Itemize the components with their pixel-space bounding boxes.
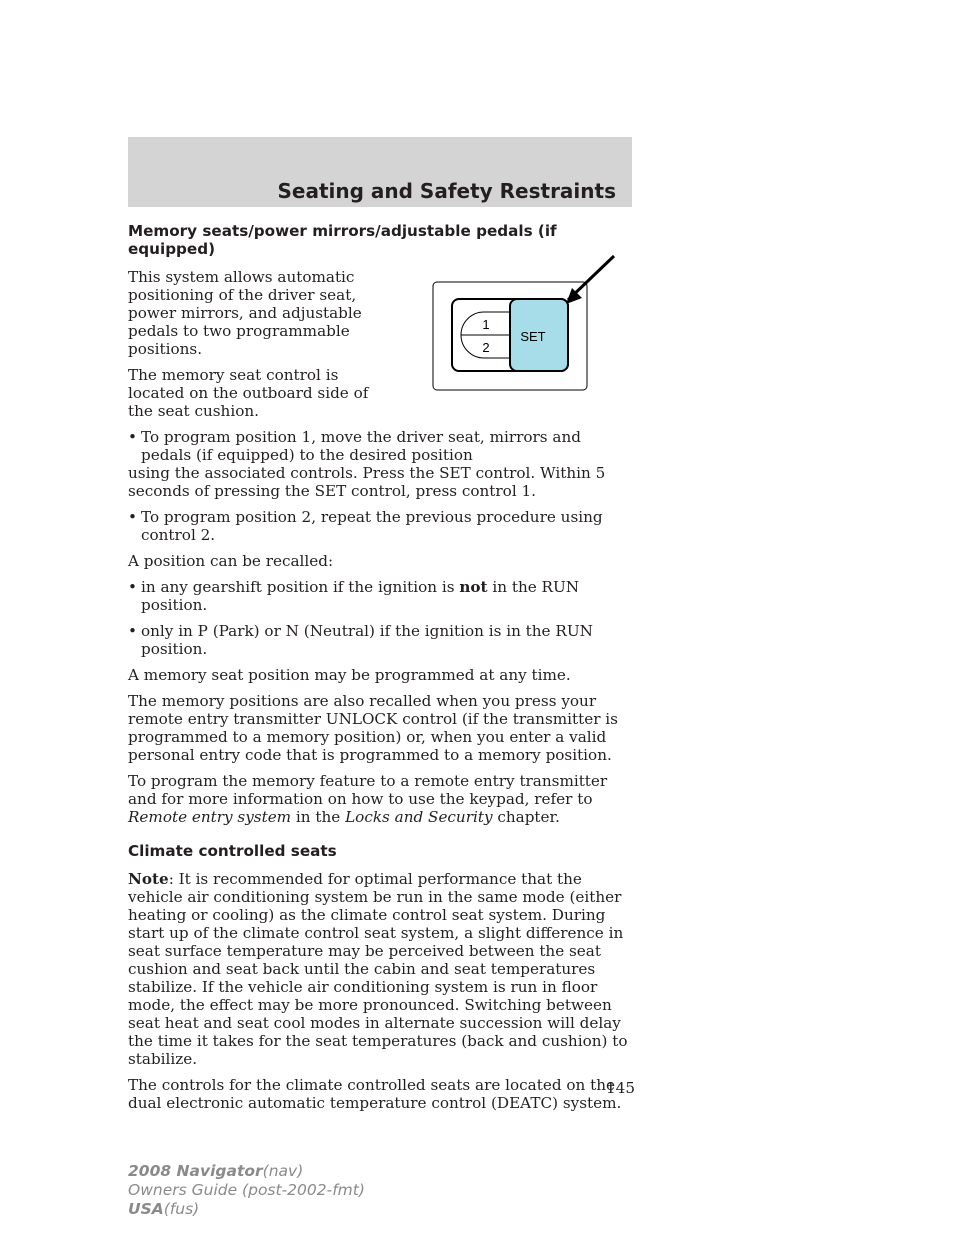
- memory-intro: This system allows automatic positioning of the driver seat, power mirrors, and adjustable pedals to two programmable positions.: [128, 268, 362, 358]
- footer-line-2: Owners Guide (post-2002-fmt): [128, 1181, 365, 1199]
- footer-line-1: [128, 1162, 365, 1181]
- note-label: Note: [128, 870, 169, 888]
- set-button-label[interactable]: SET: [520, 329, 546, 344]
- header-band: [128, 137, 632, 207]
- recall-intro: A position can be recalled:: [128, 552, 334, 570]
- memory-heading: Memory seats/power mirrors/adjustable pedals (if equipped): [128, 222, 557, 258]
- program-text-c: chapter.: [492, 808, 560, 826]
- climate-heading: Climate controlled seats: [128, 842, 337, 860]
- remote-entry-link: Remote entry system: [128, 808, 292, 826]
- bullet-icon: •: [128, 428, 137, 446]
- bullet-icon: •: [128, 578, 137, 596]
- footer-line-3: [128, 1200, 365, 1219]
- climate-controls: The controls for the climate controlled seats are located on the dual electronic automatic temperature control (DEATC) system.: [128, 1076, 622, 1112]
- locks-security-link: Locks and Security: [345, 808, 493, 826]
- bullet-text: To program position 2, repeat the previous procedure using control 2.: [141, 508, 603, 544]
- footer-model: 2008 Navigator: [128, 1162, 263, 1180]
- program-text-a: To program the memory feature to a remote entry transmitter and for more information on how to use the keypad, refer to: [128, 772, 608, 808]
- recall1-text-b: in the RUN position.: [141, 578, 580, 614]
- section-title: Seating and Safety Restraints: [277, 179, 616, 203]
- list-item: [128, 578, 633, 614]
- note-text: : It is recommended for optimal performance that the vehicle air conditioning system be run in the same mode (either heating or cooling) as the climate control seat system. During start up of the climate control seat system, a slight difference in seat surface temperature may be perceived between the seat cushion and seat back until the cabin and seat temperatures stabilize. If the vehicle air conditioning system is run in floor mode, the effect may be more pronounced. Switching between seat heat and seat cool modes in alternate succession will delay the time it takes for the seat temperatures (back and cushion) to stabilize.: [128, 870, 628, 1068]
- footer-market-code: (fus): [163, 1200, 200, 1218]
- page-content: [128, 222, 633, 1120]
- footer-model-code: (nav): [262, 1162, 304, 1180]
- list-item: [128, 428, 633, 464]
- bullet-icon: •: [128, 508, 137, 526]
- bullet-icon: •: [128, 622, 137, 640]
- recall1-bold: not: [459, 578, 488, 596]
- page-number: 145: [606, 1079, 635, 1097]
- recall1-text-a: in any gearshift position if the ignition is: [141, 578, 460, 596]
- list-item: [128, 508, 633, 544]
- footer: [128, 1162, 365, 1219]
- bullet-text: [141, 578, 633, 614]
- bullet-continuation: using the associated controls. Press the SET control. Within 5 seconds of pressing the SET control, press control 1.: [128, 464, 606, 500]
- climate-note: [128, 870, 633, 1068]
- bullet-text: only in P (Park) or N (Neutral) if the ignition is in the RUN position.: [141, 622, 593, 658]
- program-text-b: in the: [291, 808, 346, 826]
- bullet-text: To program position 1, move the driver seat, mirrors and pedals (if equipped) to the desired position: [141, 428, 581, 464]
- memory-location: The memory seat control is located on the outboard side of the seat cushion.: [128, 366, 369, 420]
- remote-paragraph: The memory positions are also recalled when you press your remote entry transmitter UNLOCK control (if the transmitter is programmed to a memory position) or, when you enter a valid personal entry code that is programmed to a memory position.: [128, 692, 618, 764]
- memory-button-2-label[interactable]: 2: [482, 340, 490, 355]
- footer-market: USA: [128, 1200, 164, 1218]
- program-paragraph: [128, 772, 633, 826]
- memory-button-1-label[interactable]: 1: [482, 317, 490, 332]
- list-item: [128, 622, 633, 658]
- anytime-paragraph: A memory seat position may be programmed at any time.: [128, 666, 571, 684]
